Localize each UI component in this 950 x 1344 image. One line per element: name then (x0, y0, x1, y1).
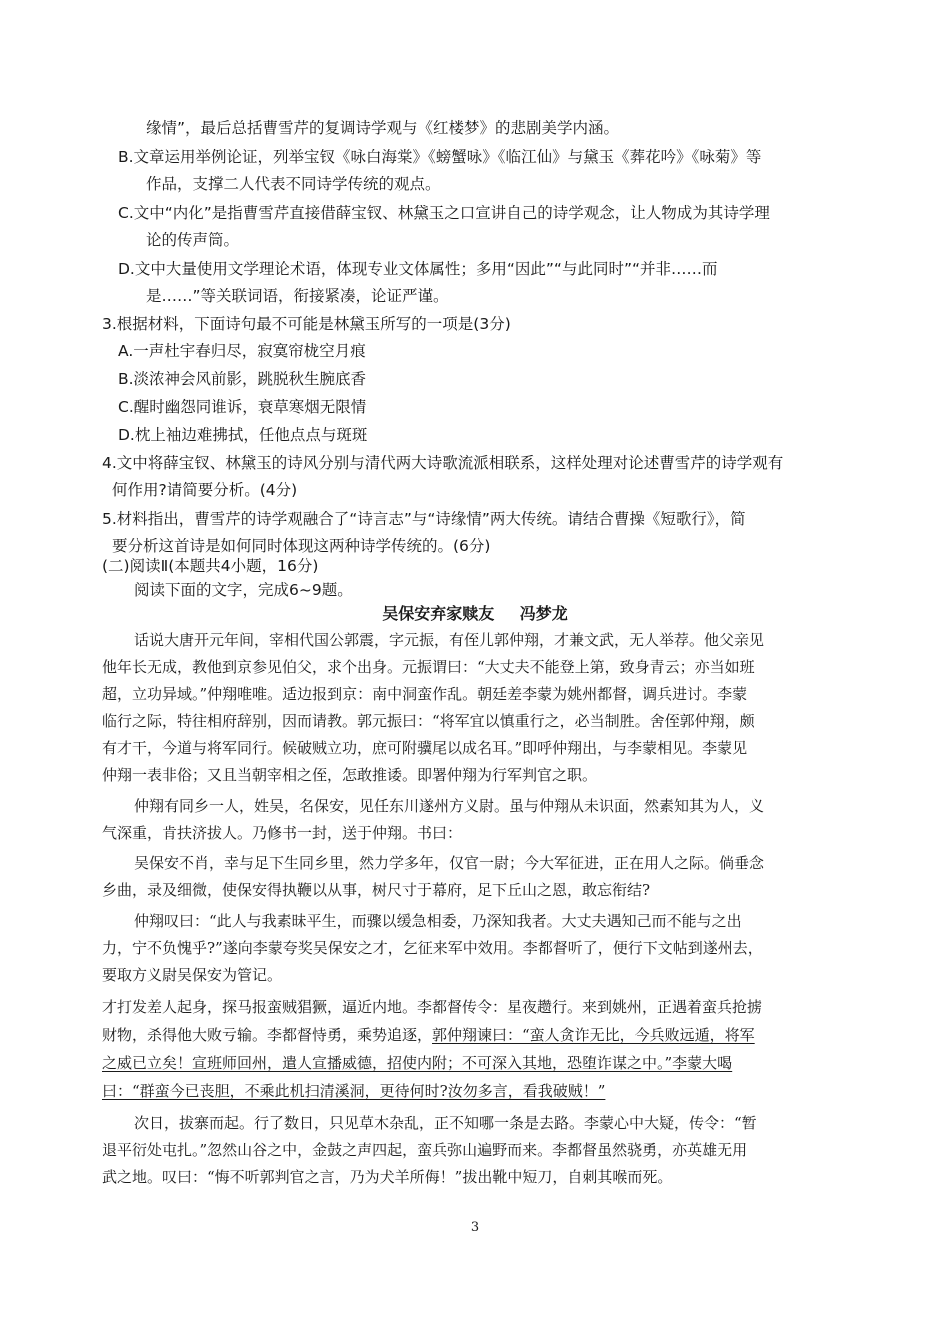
story-title-line (0, 604, 950, 624)
question-5-stem: 5.材料指出，曹雪芹的诗学观融合了“诗言志”与“诗缘情”两大传统。请结合曹操《短歌行》，简 (102, 510, 746, 528)
plain-text: 财物，杀得他大败亏输。李都督恃勇，乘势追逐， (102, 1026, 433, 1044)
reading-instruction: 阅读下面的文字，完成6~9题。 (134, 581, 353, 599)
option-text: 是……”等关联词语，衔接紧凑，论证严谨。 (146, 287, 449, 305)
q3-option-d: D.枕上袖边难拂拭，任他点点与斑斑 (118, 426, 368, 444)
underlined-passage: 曰：“群蛮今已丧胆，不乘此机扫清溪洞，更待何时?汝勿多言，看我破贼！” (102, 1082, 606, 1100)
paragraph-line: 力，宁不负愧乎?”遂向李蒙夸奖吴保安之才，乞征来军中效用。李都督听了，便行下文帖到遂州去， (102, 939, 763, 957)
section-header: (二)阅读Ⅱ(本题共4小题，16分) (102, 557, 319, 575)
story-author: 冯梦龙 (519, 604, 568, 623)
q3-option-a: A.一声杜宇春归尽，寂寞帘栊空月痕 (118, 342, 366, 360)
paragraph-line (102, 1025, 755, 1045)
paragraph-line: 仲翔有同乡一人，姓吴，名保安，见任东川遂州方义尉。虽与仲翔从未识面，然素知其为人，义 (134, 797, 765, 815)
paragraph-line: 次日，拔寨而起。行了数日，只见草木杂乱，正不知哪一条是去路。李蒙心中大疑，传令：“暂 (134, 1114, 757, 1132)
paragraph-line: 有才干，今道与将军同行。候破贼立功，庶可附骥尾以成名耳。”即呼仲翔出，与李蒙相见。李蒙见 (102, 739, 748, 757)
question-5-stem-cont: 要分析这首诗是如何同时体现这两种诗学传统的。(6分) (112, 537, 491, 555)
option-text: 作品，支撑二人代表不同诗学传统的观点。 (146, 175, 441, 193)
option-c-text: C.文中“内化”是指曹雪芹直接借薛宝钗、林黛玉之口宣讲自己的诗学观念，让人物成为其诗学理 (118, 204, 770, 222)
question-4-stem-cont: 何作用?请简要分析。(4分) (112, 481, 298, 499)
story-title: 吴保安弃家赎友 (382, 604, 495, 623)
paragraph-line: 话说大唐开元年间，宰相代国公郭震，字元振，有侄儿郭仲翔，才兼文武，无人举荐。他父亲见 (134, 631, 765, 649)
paragraph-line: 要取方义尉吴保安为管记。 (102, 966, 283, 984)
paragraph-line: 乡曲，录及细微，使保安得执鞭以从事，树尺寸于幕府，足下丘山之恩，敢忘衔结? (102, 881, 651, 899)
paragraph-line: 武之地。叹曰：“悔不听郭判官之言，乃为犬羊所侮！”拔出靴中短刀，自刺其喉而死。 (102, 1168, 673, 1186)
paragraph-line: 他年长无成，教他到京参见伯父，求个出身。元振谓曰：“大丈夫不能登上第，致身青云；亦当如班 (102, 658, 755, 676)
option-d-text: D.文中大量使用文学理论术语，体现专业文体属性；多用“因此”“与此同时”“并非……而 (118, 260, 718, 278)
paragraph-line: 气深重，肯扶济拔人。乃修书一封，送于仲翔。书曰： (102, 824, 463, 842)
option-text: 论的传声筒。 (146, 231, 240, 249)
page-number: 3 (470, 1220, 480, 1235)
underlined-passage: 郭仲翔谏曰：“蛮人贪诈无比，今兵败远遁，将军 (432, 1026, 755, 1044)
option-text: 缘情”，最后总括曹雪芹的复调诗学观与《红楼梦》的悲剧美学内涵。 (146, 119, 620, 137)
question-3-stem: 3.根据材料，下面诗句最不可能是林黛玉所写的一项是(3分) (102, 315, 511, 333)
q3-option-c: C.醒时幽怨同谁诉，衰草寒烟无限情 (118, 398, 367, 416)
paragraph-line: 吴保安不肖，幸与足下生同乡里，然力学多年，仅官一尉；今大军征进，正在用人之际。倘垂念 (134, 854, 765, 872)
underlined-passage: 之威已立矣！宣班师回州，遣人宣播威德，招使内附；不可深入其地，恐堕诈谋之中。”李蒙大喝 (102, 1054, 733, 1072)
paragraph-line: 临行之际，特往相府辞别，因而请教。郭元振曰：“将军宜以慎重行之，必当制胜。舍侄郭仲翔，颇 (102, 712, 755, 730)
paragraph-line: 退平衍处屯扎。”忽然山谷之中，金鼓之声四起，蛮兵弥山遍野而来。李都督虽然骁勇，亦英雄无用 (102, 1141, 748, 1159)
paragraph-line: 超，立功异域。”仲翔唯唯。适边报到京：南中洞蛮作乱。朝廷差李蒙为姚州都督，调兵进讨。李蒙 (102, 685, 748, 703)
paragraph-line: 才打发差人起身，探马报蛮贼猖獗，逼近内地。李都督传令：星夜趱行。来到姚州，正遇着蛮兵抢掳 (102, 998, 763, 1016)
question-4-stem: 4.文中将薛宝钗、林黛玉的诗风分别与清代两大诗歌流派相联系，这样处理对论述曹雪芹的诗学观有 (102, 454, 784, 472)
paragraph-line: 仲翔叹曰：“此人与我素昧平生，而骤以缓急相委，乃深知我者。大丈夫遇知己而不能与之出 (134, 912, 742, 930)
paragraph-line: 仲翔一表非俗；又且当朝宰相之侄，怎敢推诿。即署仲翔为行军判官之职。 (102, 766, 598, 784)
q3-option-b: B.淡浓神会风前影，跳脱秋生腕底香 (118, 370, 367, 388)
option-b-text: B.文章运用举例论证，列举宝钗《咏白海棠》《螃蟹咏》《临江仙》与黛玉《葬花吟》《咏菊》等 (118, 148, 762, 166)
